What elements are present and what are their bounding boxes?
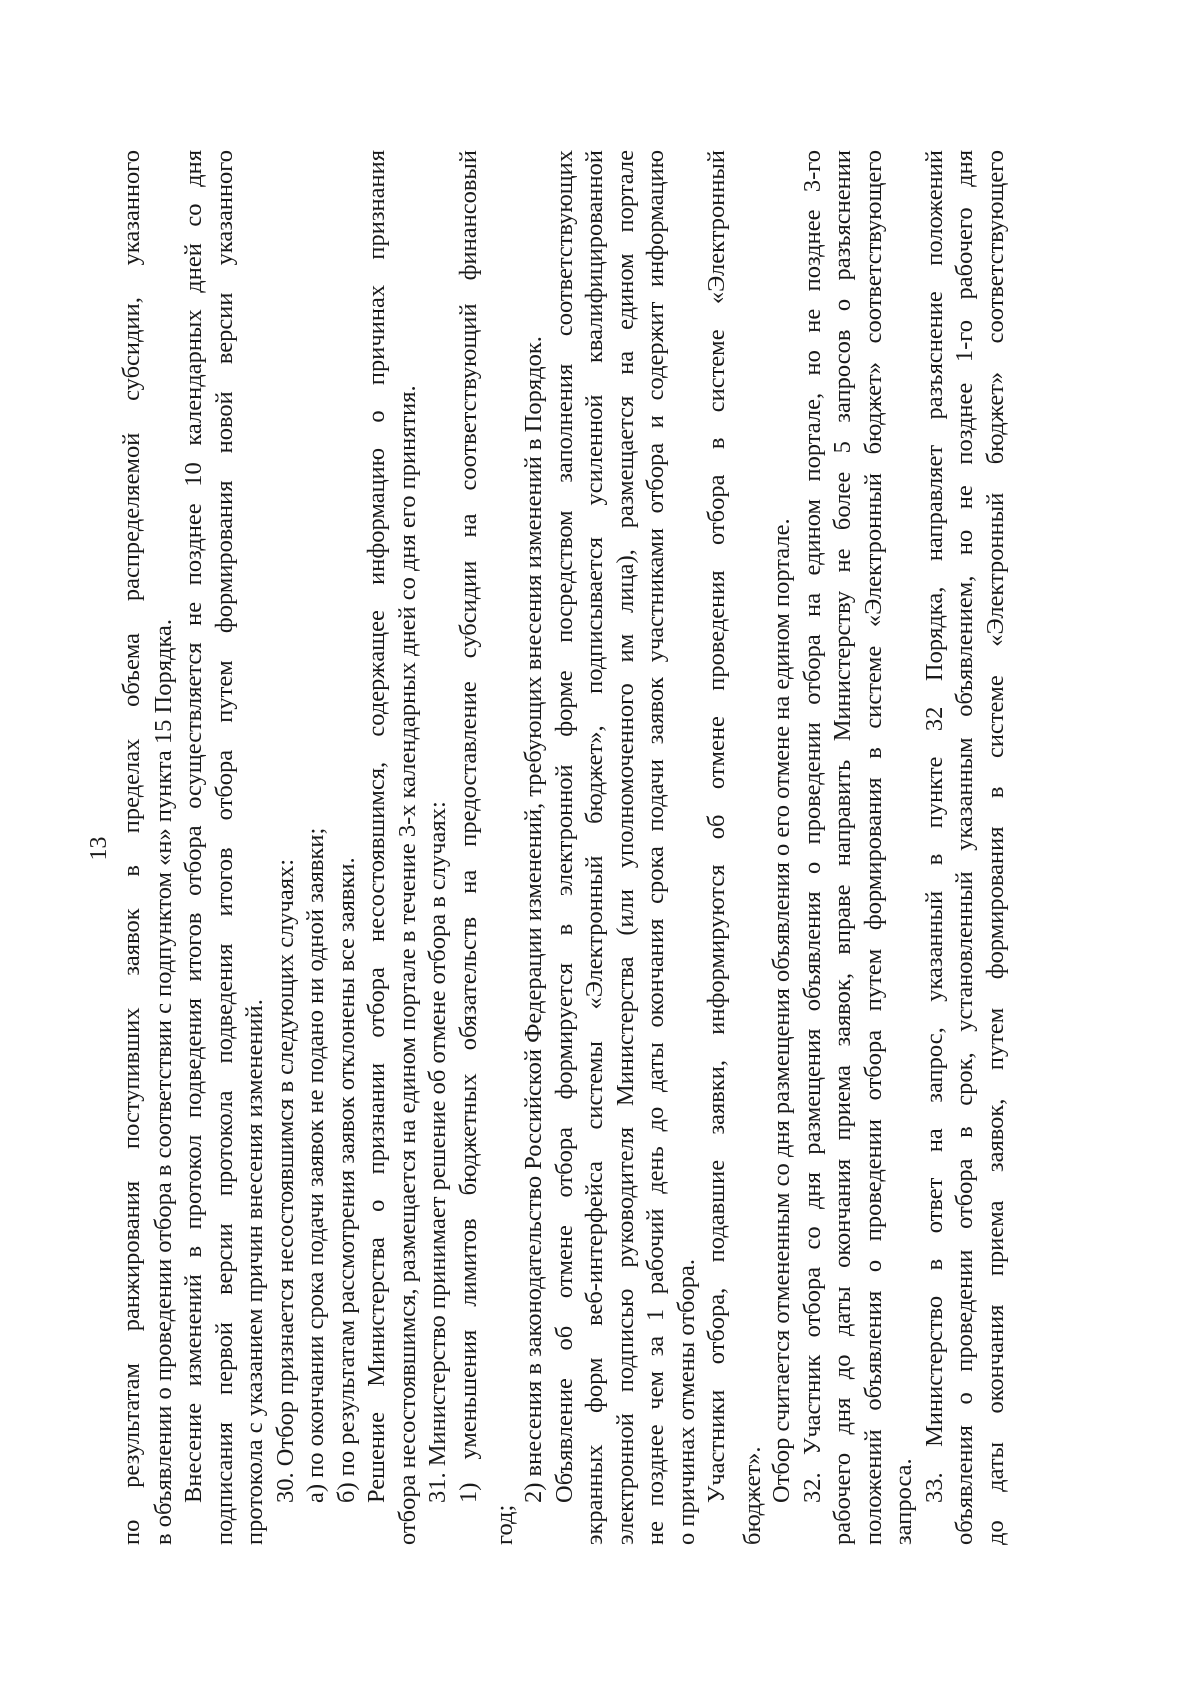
text-line: о причинах отмены отбора. xyxy=(673,1259,700,1545)
text-line: Объявление об отмене отбора формируется в электронной форме посредством заполнения соответствующих xyxy=(551,150,578,1503)
text-line: а) по окончании срока подачи заявок не подано ни одной заявки; xyxy=(302,827,329,1503)
text-line: Участники отбора, подавшие заявки, информируются об отмене проведения отбора в системе «Электронный xyxy=(703,150,730,1503)
text-line: положений объявления о проведении отбора путем формирования в системе «Электронный бюджет» соответствующего xyxy=(860,150,887,1545)
text-line: не позднее чем за 1 рабочий день до даты окончания срока подачи заявок участниками отбора и содержит информацию xyxy=(642,150,669,1545)
text-line: до даты окончания приема заявок, путем формирования в системе «Электронный бюджет» соответствующего xyxy=(982,150,1009,1545)
text-line: 31. Министерство принимает решение об отмене отбора в случаях: xyxy=(424,801,451,1503)
text-line: рабочего дня до даты окончания приема заявок, вправе направить Министерству не более 5 запросов о разъяснении xyxy=(829,150,856,1545)
text-line: 30. Отбор признается несостоявшимся в следующих случаях: xyxy=(272,858,299,1503)
text-line: год; xyxy=(491,1504,518,1545)
text-line: подписания первой версии протокола подведения итогов отбора путем формирования новой версии указанного xyxy=(211,150,238,1545)
text-line: Решение Министерства о признании отбора несостоявшимся, содержащее информацию о причинах признания xyxy=(363,150,390,1503)
text-line: запроса. xyxy=(890,1458,917,1545)
text-line: экранных форм веб-интерфейса системы «Электронный бюджет», подписывается усиленной квалифицированной xyxy=(581,150,608,1545)
text-line: протокола с указанием причин внесения изменений. xyxy=(241,999,268,1545)
text-line: по результатам ранжирования поступивших заявок в пределах объема распределяемой субсидии, указанного xyxy=(118,150,145,1545)
text-line: в объявлении о проведении отбора в соответствии с подпунктом «н» пункта 15 Порядка. xyxy=(150,619,177,1545)
page-number: 13 xyxy=(86,836,112,861)
text-line: объявления о проведении отбора в срок, установленный указанным объявлением, но не позднее 1-го рабочего дня xyxy=(951,150,978,1545)
text-line: 33. Министерство в ответ на запрос, указанный в пункте 32 Порядка, направляет разъяснение положений xyxy=(921,150,948,1503)
text-line: электронной подписью руководителя Министерства (или уполномоченного им лица), размещается на едином портале xyxy=(612,150,639,1545)
text-line: 1) уменьшения лимитов бюджетных обязательств на предоставление субсидии на соответствующий финансовый xyxy=(455,150,482,1503)
text-line: б) по результатам рассмотрения заявок отклонены все заявки. xyxy=(333,857,360,1503)
text-line: Отбор считается отмененным со дня размещения объявления о его отмене на едином портале. xyxy=(768,518,795,1503)
text-line: Внесение изменений в протокол подведения итогов отбора осуществляется не позднее 10 календарных дней со дня xyxy=(180,150,207,1503)
text-line: 32. Участник отбора со дня размещения объявления о проведении отбора на едином портале, но не позднее 3-го xyxy=(799,150,826,1503)
text-line: отбора несостоявшимся, размещается на едином портале в течение 3-х календарных дней со дня его принятия. xyxy=(394,385,421,1545)
text-line: 2) внесения в законодательство Российской Федерации изменений, требующих внесения изменений в Порядок. xyxy=(520,336,547,1503)
text-line: бюджет». xyxy=(739,1446,766,1545)
